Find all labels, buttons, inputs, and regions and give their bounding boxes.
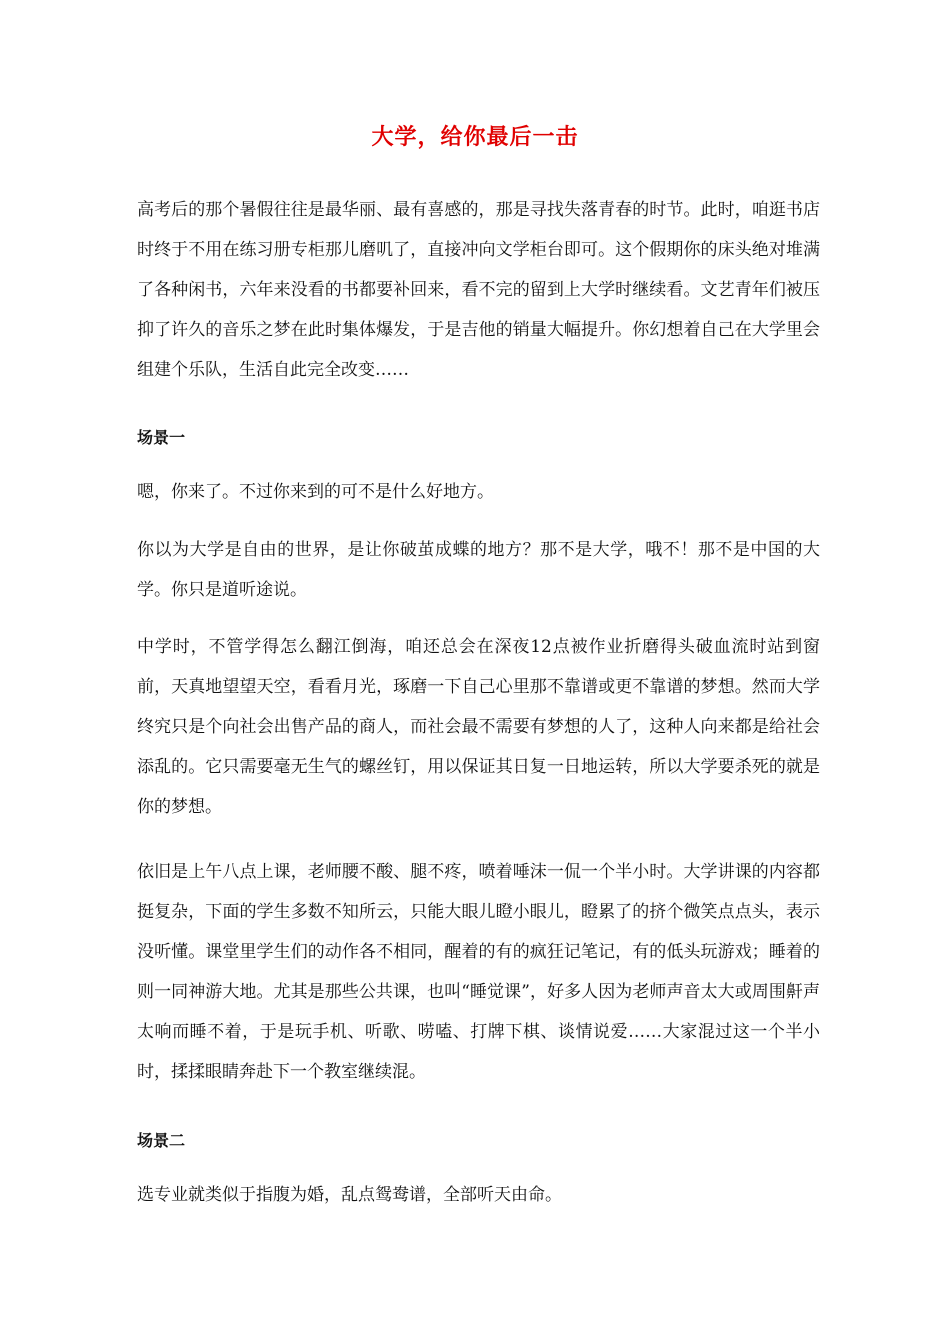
scene-one-paragraph-4: 依旧是上午八点上课，老师腰不酸、腿不疼，喷着唾沫一侃一个半小时。大学讲课的内容都挺复杂，下面的学生多数不知所云，只能大眼儿瞪小眼儿，瞪累了的挤个微笑点点头，表示没听懂。课堂里学生们的动作各不相同，醒着的有的疯狂记笔记，有的低头玩游戏；睡着的则一同神游大地。尤其是那些公共课，也叫“睡觉课”，好多人因为老师声音太大或周围鼾声太响而睡不着，于是玩手机、听歌、唠嗑、打牌下棋、谈情说爱……大家混过这一个半小时，揉揉眼睛奔赴下一个教室继续混。: [137, 862, 820, 1082]
intro-paragraph: 高考后的那个暑假往往是最华丽、最有喜感的，那是寻找失落青春的时节。此时，咱逛书店时终于不用在练习册专柜那儿磨叽了，直接冲向文学柜台即可。这个假期你的床头绝对堆满了各种闲书，六年来没看的书都要补回来，看不完的留到上大学时继续看。文艺青年们被压抑了许久的音乐之梦在此时集体爆发，于是吉他的销量大幅提升。你幻想着自己在大学里会组建个乐队，生活自此完全改变……: [137, 200, 820, 380]
document-title: 大学，给你最后一击: [371, 124, 579, 150]
scene-one-heading: 场景一: [137, 428, 186, 447]
scene-two-heading: 场景二: [137, 1131, 186, 1150]
scene-two-paragraph-1: 选专业就类似于指腹为婚，乱点鸳鸯谱，全部听天由命。: [137, 1185, 562, 1205]
scene-one-paragraph-1: 嗯，你来了。不过你来到的可不是什么好地方。: [137, 482, 494, 502]
scene-one-paragraph-3: 中学时，不管学得怎么翻江倒海，咱还总会在深夜12点被作业折磨得头破血流时站到窗前，天真地望望天空，看看月光，琢磨一下自己心里那不靠谱或更不靠谱的梦想。然而大学终究只是个向社会出售产品的商人，而社会最不需要有梦想的人了，这种人向来都是给社会添乱的。它只需要毫无生气的螺丝钉，用以保证其日复一日地运转，所以大学要杀死的就是你的梦想。: [137, 637, 820, 817]
scene-one-paragraph-2: 你以为大学是自由的世界，是让你破茧成蝶的地方？那不是大学，哦不！那不是中国的大学。你只是道听途说。: [137, 540, 820, 600]
